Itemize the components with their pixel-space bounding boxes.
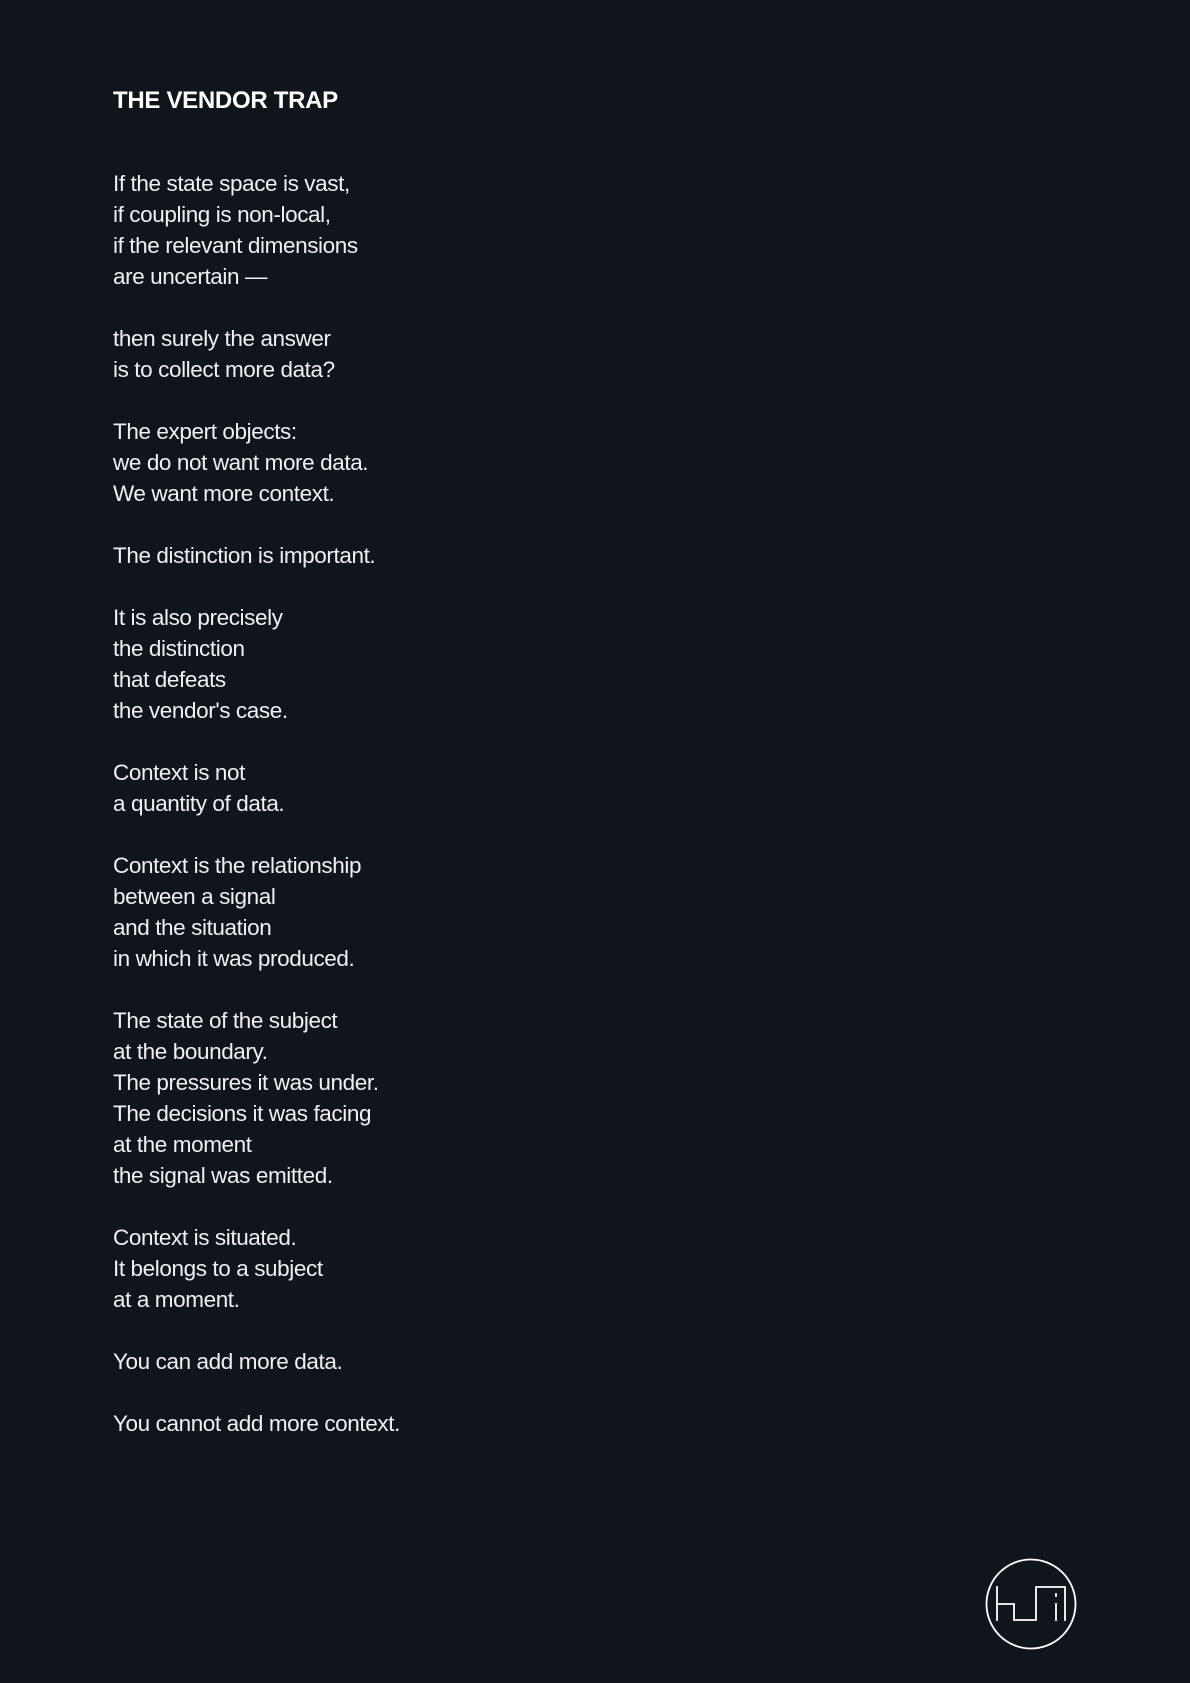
- poem-line: the signal was emitted.: [113, 1163, 333, 1188]
- stanza: [113, 850, 813, 974]
- poem-line: The decisions it was facing: [113, 1101, 372, 1126]
- stanza: [113, 416, 813, 509]
- poem-line: The state of the subject: [113, 1008, 338, 1033]
- poem-line: The expert objects:: [113, 419, 297, 444]
- poem-line: the vendor's case.: [113, 698, 288, 723]
- poem-line: if the relevant dimensions: [113, 233, 358, 258]
- poem-line: between a signal: [113, 884, 276, 909]
- poem-line: are uncertain —: [113, 264, 268, 289]
- poem-line: at the moment: [113, 1132, 252, 1157]
- poem-line: Context is situated.: [113, 1225, 297, 1250]
- poem-line: the distinction: [113, 636, 245, 661]
- poem-line: then surely the answer: [113, 326, 331, 351]
- stanza: [113, 602, 813, 726]
- circle-monogram-logo-icon: [985, 1558, 1077, 1650]
- poem-line: and the situation: [113, 915, 272, 940]
- poem-line: The distinction is important.: [113, 543, 376, 568]
- poem-line: It belongs to a subject: [113, 1256, 323, 1281]
- poem-line: that defeats: [113, 667, 226, 692]
- poem-line: You cannot add more context.: [113, 1411, 400, 1436]
- poem-line: a quantity of data.: [113, 791, 285, 816]
- stanza: [113, 757, 813, 819]
- stanza: [113, 1408, 813, 1439]
- poem-line: The pressures it was under.: [113, 1070, 379, 1095]
- poem-line: You can add more data.: [113, 1349, 343, 1374]
- document-body: [113, 86, 813, 1470]
- poem-line: Context is the relationship: [113, 853, 362, 878]
- document-title: THE VENDOR TRAP: [113, 87, 338, 114]
- poem-line: at a moment.: [113, 1287, 240, 1312]
- stanza: [113, 1222, 813, 1315]
- poem-line: we do not want more data.: [113, 450, 369, 475]
- poem-line: We want more context.: [113, 481, 335, 506]
- stanza: [113, 540, 813, 571]
- poem-line: It is also precisely: [113, 605, 283, 630]
- poem-line: is to collect more data?: [113, 357, 335, 382]
- poem-line: Context is not: [113, 760, 245, 785]
- poem-line: If the state space is vast,: [113, 171, 350, 196]
- poem-line: at the boundary.: [113, 1039, 268, 1064]
- poem-line: in which it was produced.: [113, 946, 355, 971]
- stanza: [113, 1346, 813, 1377]
- poem-line: if coupling is non-local,: [113, 202, 331, 227]
- stanza: [113, 323, 813, 385]
- stanza: [113, 168, 813, 292]
- stanza: [113, 1005, 813, 1191]
